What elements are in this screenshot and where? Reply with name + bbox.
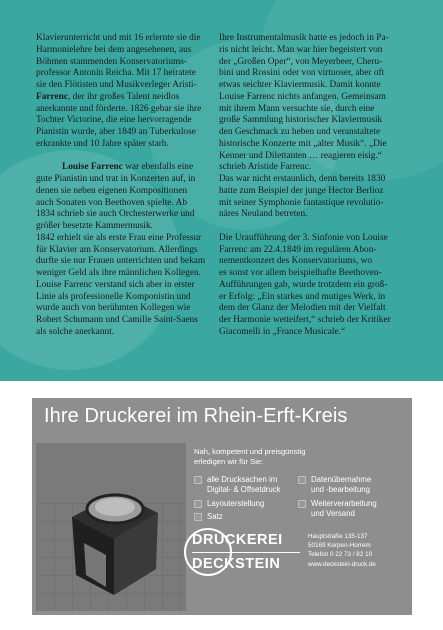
service-item: alle Drucksachen im Digital- & Offsetdruck xyxy=(194,475,304,495)
checkbox-icon xyxy=(194,476,202,484)
website-link[interactable]: www.deckstein-druck.de xyxy=(308,560,376,568)
ad-title: Ihre Druckerei im Rhein-Erft-Kreis xyxy=(44,405,348,427)
paragraph-1: Klavierunterricht und mit 16 erlernte sie die Harmonielehre bei dem angesehenen, aus Böhmen stammenden Konservatoriums- professor Antonín Reicha. Mit 17 heiratete sie den Flötisten und Musikverleger Aristi- Farrenc, der ihr großes Talent neidlos anerkannte und förderte. 1826 gebar sie ihre Tochter Victorine, die eine hervorragende Pianistin wurde, aber 1849 an Tuberkulose erkrankte und 10 Jahre später starb. xyxy=(36,33,202,149)
checkbox-icon xyxy=(194,500,202,508)
checkbox-icon xyxy=(298,476,306,484)
service-item: Satz xyxy=(194,512,304,522)
magnifier-loupe-photo xyxy=(36,443,186,611)
ad-intro-text: Nah, kompetent und preisgünstig erledigen wir für Sie: xyxy=(194,447,306,466)
service-item: Weiterverarbeitung und Versand xyxy=(298,499,408,519)
logo-line-1: DRUCKEREI xyxy=(192,532,283,548)
article-left-column xyxy=(36,33,224,339)
paragraph-4: Ihre Instrumentalmusik hatte es jedoch in Pa- ris nicht leicht. Man war hier begeistert von der „Großen Oper“, von Meyerbeer, Cheru- bini und Rossini oder von virtuoser, aber oft etwas seichter Klaviermusik. Damit konnte Louise Farrenc nichts anfangen. Gemeinsam mit ihrem Mann versuchte sie, durch eine große Sammlung historischer Klaviermusik den Geschmack zu heben und veranstaltete historische Konzerte mit „alter Musik“. „Die Kenner und Dilettanten … reagieren eisig.“ schrieb Aristide Farrenc. Das war nicht erstaunlich, denn bereits 1830 hatte zum Beispiel der junge Hector Berlioz mit seiner Symphonie fantastique revolutio- näres Neuland betreten. xyxy=(219,33,389,220)
service-item: Layouterstellung xyxy=(194,499,304,509)
logo-line-2: DECKSTEIN xyxy=(192,556,281,572)
loupe-icon xyxy=(58,483,166,599)
name-farrenc: Farrenc xyxy=(36,91,68,102)
service-item: Datenübernahme und -bearbeitung xyxy=(298,475,408,495)
paragraph-2: Louise Farrenc war ebenfalls eine gute Pianistin und trat in Konzerten auf, in denen sie neben eigenen Kompositionen auch Sonaten von Beethoven spielte. Ab 1834 schrieb sie auch Orchesterwerke und größer besetzte Kammermusik. xyxy=(36,162,196,231)
print-shop-advertisement xyxy=(32,398,412,615)
article-right-column xyxy=(219,33,412,339)
checkbox-icon xyxy=(194,513,202,521)
deckstein-logo xyxy=(184,526,394,578)
contact-address: Hauptstraße 135-137 50169 Kerpen-Horrem Telefon 0 22 73 / 82 10 www.deckstein-druck.de xyxy=(308,533,376,568)
paragraph-5: Die Uraufführung der 3. Sinfonie von Louise Farrenc am 22.4.1849 im regulären Abon- nementkonzert des Konservatoriums, wo es sonst vor allem beispielhafte Beethoven- Aufführungen gab, wurde trotzdem ein groß- er Erfolg: „Ein starkes und mutiges Werk, in dem der Glanz der Melodien mit der Vielfalt der Harmonie wetteifert,“ schrieb der Kritiker Giacomelli in „France Musicale.“ xyxy=(219,232,391,337)
paragraph-3: 1842 erhielt sie als erste Frau eine Professur für Klavier am Konservatorium. Allerdings durfte sie nur Frauen unterrichten und bekam weniger Geld als ihre männlichen Kollegen. Louise Farrenc verstand sich aber in erster Linie als professionelle Komponistin und wurde auch von berühmten Kollegen wie Robert Schumann und Camille Saint-Saens als solche anerkannt. xyxy=(36,232,206,337)
checkbox-icon xyxy=(298,500,306,508)
logo-divider xyxy=(192,552,300,553)
name-louise-farrenc: Louise Farrenc xyxy=(62,162,123,173)
